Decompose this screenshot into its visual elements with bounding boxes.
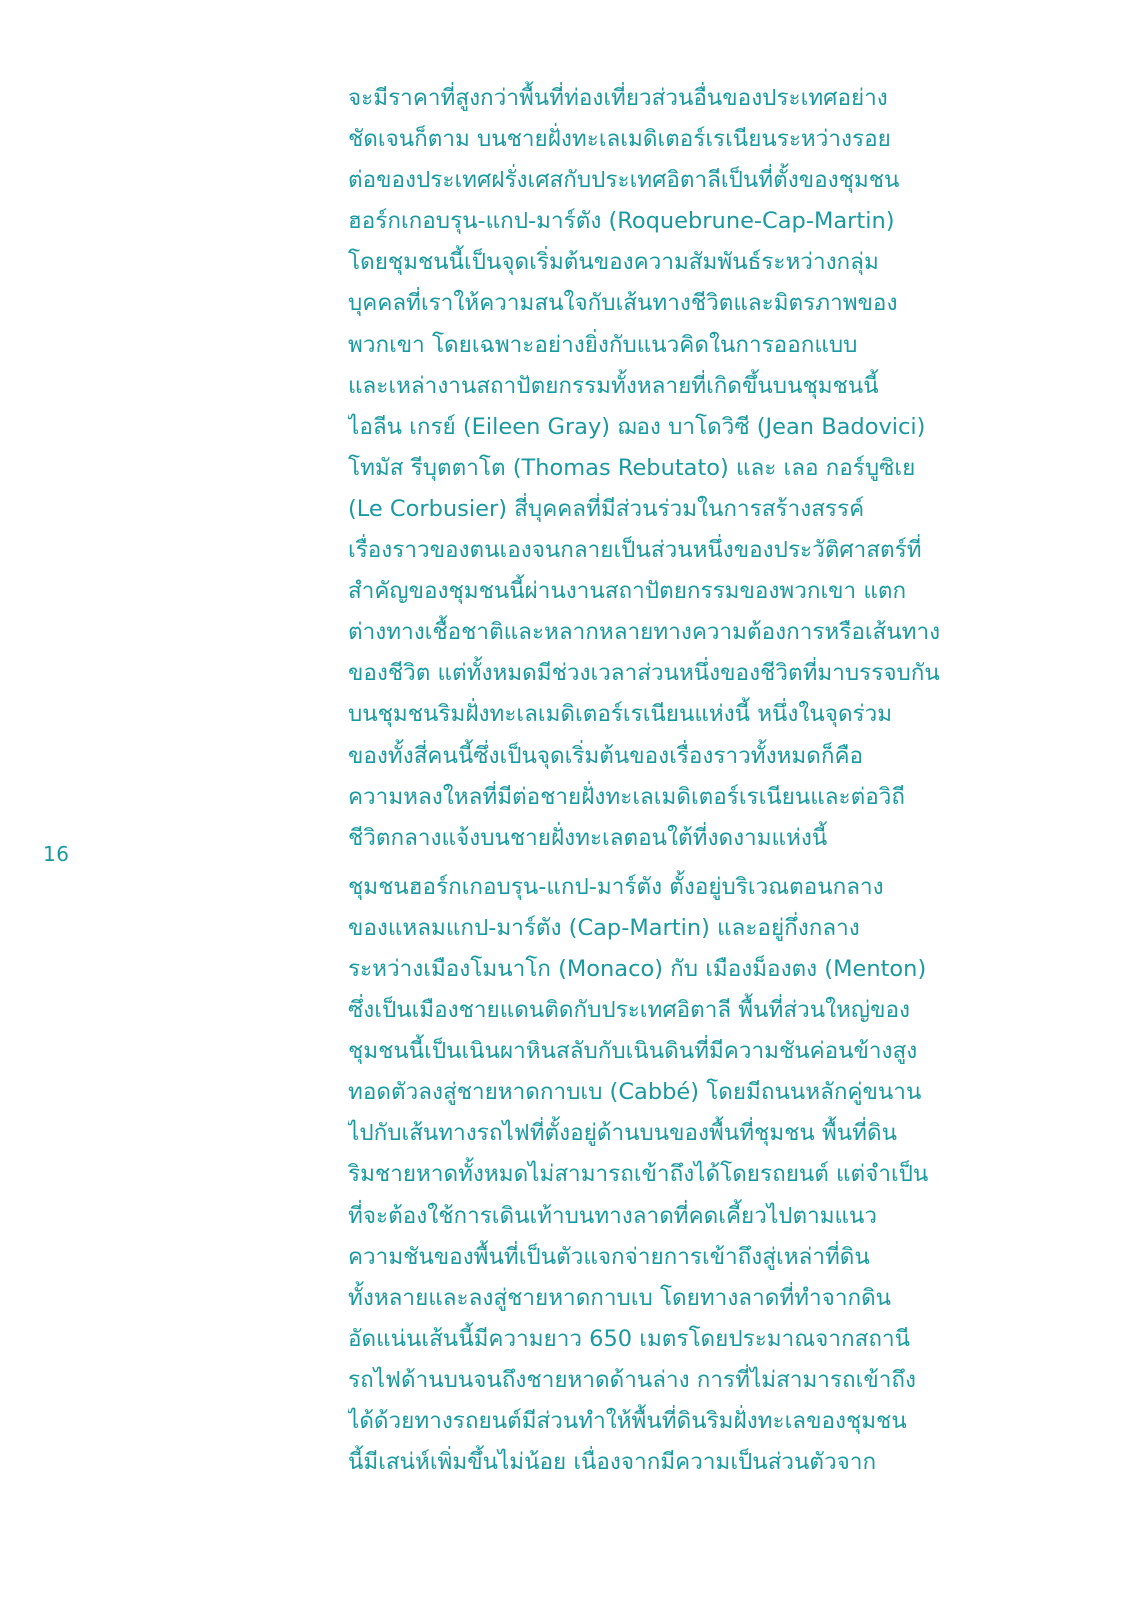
text-line: ที่จะต้องใช้การเดินเท้าบนทางลาดที่คดเคี้ยวไปตามแนว (348, 1202, 878, 1229)
text-line: พวกเขา โดยเฉพาะอย่างยิ่งกับแนวคิดในการออกแบบ (348, 331, 858, 358)
text-line: และเหล่างานสถาปัตยกรรมทั้งหลายที่เกิดขึ้นบนชุมชนนี้ (348, 372, 879, 399)
text-line: ระหว่างเมืองโมนาโก (Monaco) กับ เมืองม็องตง (Menton) (348, 955, 927, 982)
text-line: โดยชุมชนนี้เป็นจุดเริ่มต้นของความสัมพันธ์ระหว่างกลุ่ม (348, 249, 879, 276)
text-line: ความหลงใหลที่มีต่อชายฝั่งทะเลเมดิเตอร์เรเนียนและต่อวิถี (348, 783, 906, 810)
text-line: ชุมชนนี้เป็นเนินผาหินสลับกับเนินดินที่มีความชันค่อนข้างสูง (348, 1038, 918, 1065)
paragraph-1 (348, 78, 968, 859)
text-line: ชัดเจนก็ตาม บนชายฝั่งทะเลเมดิเตอร์เรเนียนระหว่างรอย (348, 126, 891, 153)
text-line: ต่างทางเชื้อชาติและหลากหลายทางความต้องการหรือเส้นทาง (348, 619, 941, 646)
text-line: ฮอร์กเกอบรุน-แกป-มาร์ตัง (Roquebrune-Cap-Martin) (348, 208, 895, 235)
text-line: เรื่องราวของตนเองจนกลายเป็นส่วนหนึ่งของประวัติศาสตร์ที่ (348, 537, 922, 564)
text-line: ทอดตัวลงสู่ชายหาดกาบเบ (Cabbé) โดยมีถนนหลักคู่ขนาน (348, 1079, 922, 1106)
text-line: ซึ่งเป็นเมืองชายแดนติดกับประเทศอิตาลี พื้นที่ส่วนใหญ่ของ (348, 997, 910, 1024)
text-line: นี้มีเสน่ห์เพิ่มขึ้นไม่น้อย เนื่องจากมีความเป็นส่วนตัวจาก (348, 1449, 877, 1476)
text-line: บุคคลที่เราให้ความสนใจกับเส้นทางชีวิตและมิตรภาพของ (348, 290, 898, 317)
text-line: ความชันของพื้นที่เป็นตัวแจกจ่ายการเข้าถึงสู่เหล่าที่ดิน (348, 1243, 870, 1270)
text-line: ทั้งหลายและลงสู่ชายหาดกาบเบ โดยทางลาดที่ทำจากดิน (348, 1284, 892, 1311)
text-line: โทมัส รีบุตตาโต (Thomas Rebutato) และ เลอ กอร์บูซิเย (348, 454, 916, 481)
text-line: ชีวิตกลางแจ้งบนชายฝั่งทะเลตอนใต้ที่งดงามแห่งนี้ (348, 824, 828, 851)
paragraph-2 (348, 867, 968, 1483)
text-line: ชุมชนฮอร์กเกอบรุน-แกป-มาร์ตัง ตั้งอยู่บริเวณตอนกลาง (348, 873, 884, 900)
text-line: รถไฟด้านบนจนถึงชายหาดด้านล่าง การที่ไม่สามารถเข้าถึง (348, 1366, 916, 1393)
text-line: (Le Corbusier) สี่บุคคลที่มีส่วนร่วมในการสร้างสรรค์ (348, 495, 865, 522)
text-line: ของทั้งสี่คนนี้ซึ่งเป็นจุดเริ่มต้นของเรื่องราวทั้งหมดก็คือ (348, 742, 864, 769)
text-line: ของชีวิต แต่ทั้งหมดมีช่วงเวลาส่วนหนึ่งของชีวิตที่มาบรรจบกัน (348, 660, 940, 687)
page-number: 16 (43, 842, 70, 866)
text-line: ต่อของประเทศฝรั่งเศสกับประเทศอิตาลีเป็นที่ตั้งของชุมชน (348, 167, 900, 194)
text-line: ได้ด้วยทางรถยนต์มีส่วนทำให้พื้นที่ดินริมฝั่งทะเลของชุมชน (348, 1408, 907, 1434)
text-line: ริมชายหาดทั้งหมดไม่สามารถเข้าถึงได้โดยรถยนต์ แต่จำเป็น (348, 1161, 929, 1188)
body-text (348, 78, 968, 1491)
text-line: อัดแน่นเส้นนี้มีความยาว 650 เมตรโดยประมาณจากสถานี (348, 1325, 910, 1352)
text-line: บนชุมชนริมฝั่งทะเลเมดิเตอร์เรเนียนแห่งนี้ หนึ่งในจุดร่วม (348, 701, 893, 728)
text-line: ของแหลมแกป-มาร์ตัง (Cap-Martin) และอยู่กึ่งกลาง (348, 914, 860, 941)
text-line: สำคัญของชุมชนนี้ผ่านงานสถาปัตยกรรมของพวกเขา แตก (348, 578, 907, 605)
text-line: จะมีราคาที่สูงกว่าพื้นที่ท่องเที่ยวส่วนอื่นของประเทศอย่าง (348, 85, 888, 111)
text-line: ไปกับเส้นทางรถไฟที่ตั้งอยู่ด้านบนของพื้นที่ชุมชน พื้นที่ดิน (348, 1120, 897, 1147)
text-line: ไอลีน เกรย์ (Eileen Gray) ฌอง บาโดวิซี (Jean Badovici) (348, 413, 926, 440)
